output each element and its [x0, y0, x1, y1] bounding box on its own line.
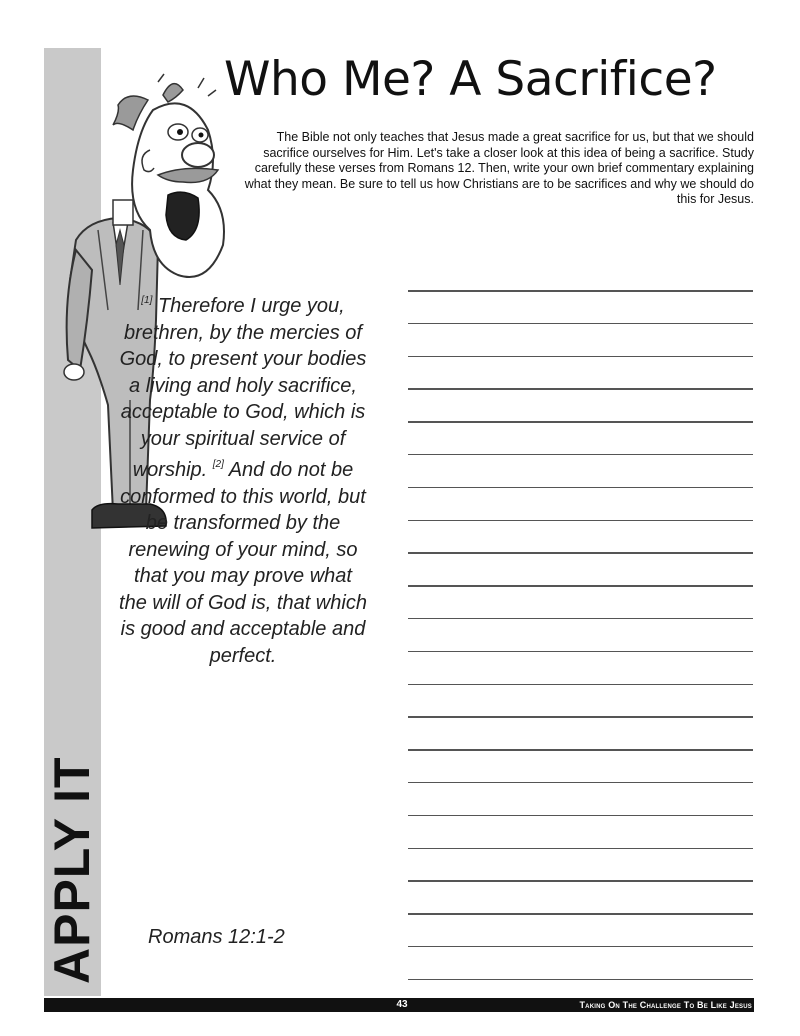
intro-paragraph: The Bible not only teaches that Jesus made a great sacrifice for us, but that we should sacrifice ourselves for Him. Let's take a closer look at this idea of being a sacrifice. Study carefully these verses from Romans 12. Then, write your own brief commentary explaining what they mean. Be sure to tell us how Christians are to be sacrifices and why we should do this for Jesus. — [244, 130, 754, 207]
writing-line[interactable] — [408, 487, 753, 489]
apply-it-label: APPLY IT — [44, 756, 100, 984]
writing-line[interactable] — [408, 815, 753, 817]
verse-text-2: And do not be conformed to this world, but be transformed by the renewing of your mind, so that you may prove what the will of God is, that which is good and acceptable and perfect. — [119, 459, 367, 667]
scripture-citation: Romans 12:1-2 — [148, 926, 285, 948]
writing-line[interactable] — [408, 388, 753, 390]
writing-line[interactable] — [408, 290, 753, 292]
writing-line[interactable] — [408, 716, 753, 718]
verse-marker-2: [2] — [212, 459, 224, 470]
writing-line[interactable] — [408, 749, 753, 751]
sidebar-label — [44, 756, 101, 996]
writing-line[interactable] — [408, 913, 753, 915]
writing-lines — [408, 290, 753, 1012]
page-number: 43 — [396, 999, 408, 1010]
writing-line[interactable] — [408, 356, 753, 358]
book-title: Taking On The Challenge To Be Like Jesus — [579, 1000, 752, 1010]
writing-line[interactable] — [408, 684, 753, 686]
writing-line[interactable] — [408, 782, 753, 784]
writing-line[interactable] — [408, 585, 753, 587]
scripture-passage — [118, 288, 368, 669]
writing-line[interactable] — [408, 979, 753, 981]
writing-line[interactable] — [408, 618, 753, 620]
writing-line[interactable] — [408, 421, 753, 423]
writing-line[interactable] — [408, 552, 753, 554]
page-title: Who Me? A Sacrifice? — [224, 52, 717, 107]
writing-line[interactable] — [408, 946, 753, 948]
verse-text-1: Therefore I urge you, brethren, by the mercies of God, to present your bodies a living and holy sacrifice, acceptable to God, which is your spiritual service of worship. — [119, 295, 367, 481]
writing-line[interactable] — [408, 880, 753, 882]
writing-line[interactable] — [408, 454, 753, 456]
writing-line[interactable] — [408, 651, 753, 653]
writing-line[interactable] — [408, 323, 753, 325]
verse-marker-1: [1] — [141, 295, 153, 306]
writing-line[interactable] — [408, 520, 753, 522]
writing-line[interactable] — [408, 848, 753, 850]
